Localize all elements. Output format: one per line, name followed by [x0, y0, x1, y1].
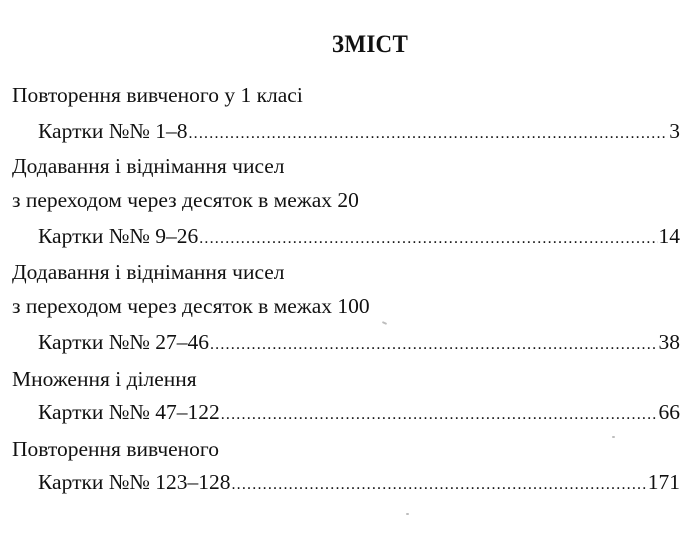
section-heading-continuation: з переходом через десяток в межах 20 [12, 188, 359, 212]
toc-page-number: 14 [658, 224, 680, 248]
section-heading: Множення і ділення [12, 367, 197, 391]
toc-entry[interactable] [38, 329, 680, 358]
toc-entry-label: Картки №№ 1–8 [38, 119, 188, 143]
toc-entry-label: Картки №№ 9–26 [38, 224, 199, 248]
scan-speck [612, 436, 615, 438]
toc-entry[interactable] [38, 469, 680, 498]
toc-entry-label: Картки №№ 47–122 [38, 400, 220, 424]
section-heading: Повторення вивченого [12, 437, 219, 461]
section-heading: Додавання і віднімання чисел [12, 260, 285, 284]
toc-page-number: 171 [647, 470, 680, 494]
section-heading: Повторення вивченого у 1 класі [12, 83, 303, 107]
dot-leader [210, 332, 658, 358]
dot-leader [199, 226, 657, 252]
toc-entry[interactable] [38, 223, 680, 252]
section-heading-continuation: з переходом через десяток в межах 100 [12, 294, 370, 318]
scan-speck [382, 321, 387, 325]
toc-entry-label: Картки №№ 123–128 [38, 470, 231, 494]
dot-leader [188, 121, 668, 147]
page-title: ЗМІСТ [331, 31, 409, 58]
toc-page-number: 3 [669, 119, 680, 143]
toc-entry[interactable] [38, 399, 680, 428]
toc-page-number: 66 [658, 400, 680, 424]
dot-leader [221, 402, 658, 428]
scan-speck [406, 513, 409, 515]
section-heading: Додавання і віднімання чисел [12, 154, 285, 178]
dot-leader [231, 472, 646, 498]
toc-entry-label: Картки №№ 27–46 [38, 330, 209, 354]
toc-entry[interactable] [38, 118, 680, 147]
toc-page-number: 38 [658, 330, 680, 354]
